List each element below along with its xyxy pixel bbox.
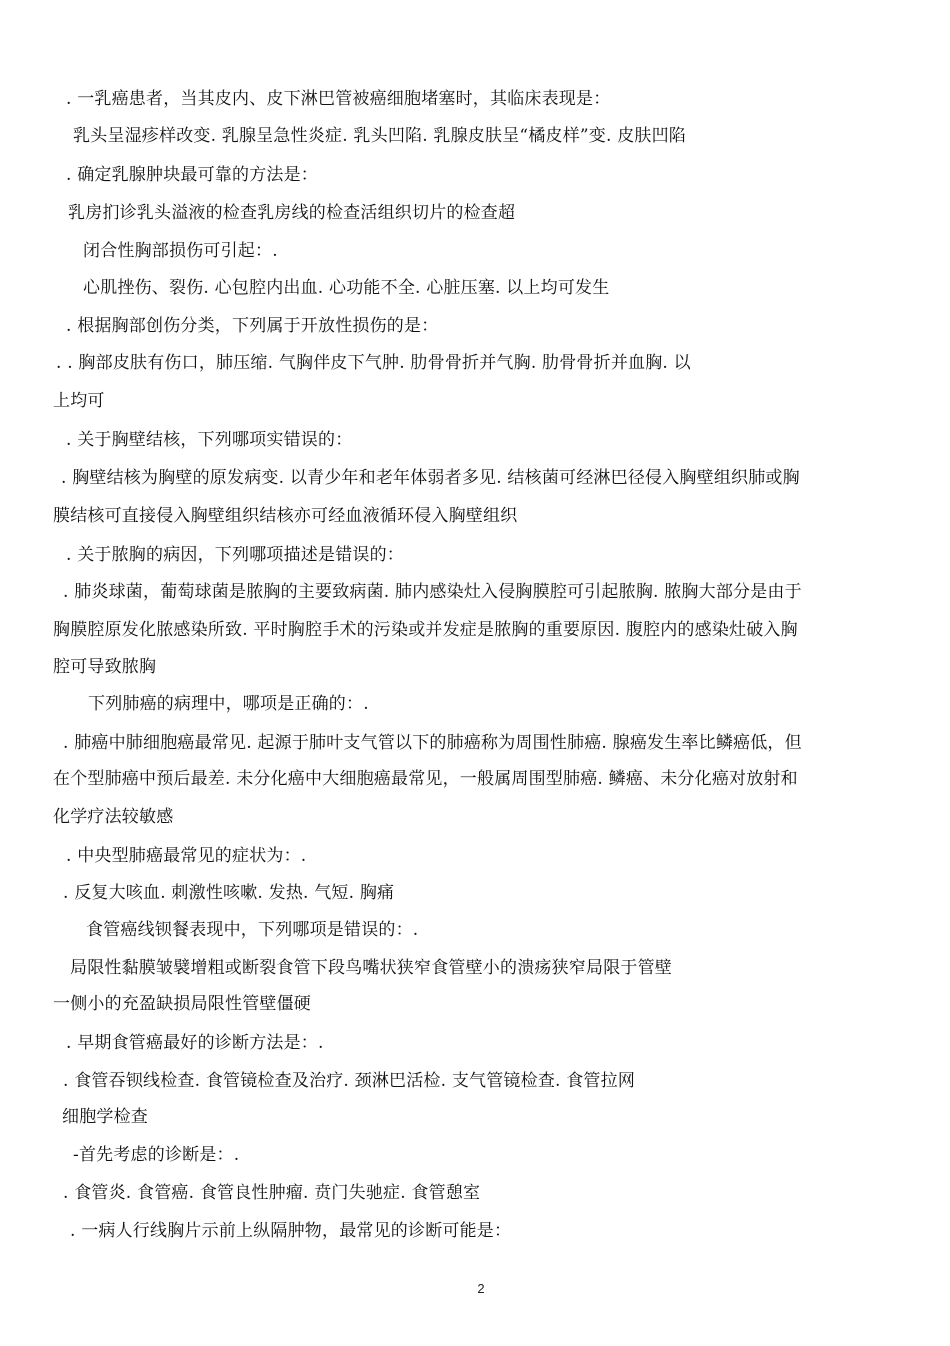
text-line: 一侧小的充盈缺损局限性管壁僵硬 bbox=[53, 994, 311, 1014]
text-line: 下列肺癌的病理中，哪项是正确的：. bbox=[88, 694, 369, 714]
text-line: 胸膜腔原发化脓感染所致. 平时胸腔手术的污染或并发症是脓胸的重要原因. 腹腔内的感染灶破入胸 bbox=[53, 620, 798, 640]
text-line: . 关于胸壁结核，下列哪项实错误的： bbox=[66, 430, 353, 450]
text-line: 在个型肺癌中预后最差. 未分化癌中大细胞癌最常见，一般属周围型肺癌. 鳞癌、未分化癌对放射和 bbox=[53, 769, 798, 789]
text-line: 乳房扪诊乳头溢液的检查乳房线的检查活组织切片的检查超 bbox=[68, 203, 516, 223]
text-line: 化学疗法较敏感 bbox=[53, 807, 174, 827]
text-line: 局限性黏膜皱襞增粗或断裂食管下段鸟嘴状狭窄食管壁小的溃疡狭窄局限于管壁 bbox=[70, 958, 672, 978]
text-line: . 食管炎. 食管癌. 食管良性肿瘤. 贲门失驰症. 食管憩室 bbox=[63, 1183, 481, 1203]
text-line: . 反复大咳血. 刺激性咳嗽. 发热. 气短. 胸痛 bbox=[63, 883, 395, 903]
page-number: 2 bbox=[477, 1281, 485, 1296]
text-line: 食管癌线钡餐表现中，下列哪项是错误的：. bbox=[86, 920, 419, 940]
text-line: . 关于脓胸的病因，下列哪项描述是错误的： bbox=[66, 545, 405, 565]
text-line: . 根据胸部创伤分类，下列属于开放性损伤的是： bbox=[66, 316, 439, 336]
text-line: . 食管吞钡线检查. 食管镜检查及治疗. 颈淋巴活检. 支气管镜检查. 食管拉网 bbox=[63, 1071, 636, 1091]
text-line: . 肺炎球菌，葡萄球菌是脓胸的主要致病菌. 肺内感染灶入侵胸膜腔可引起脓胸. 脓胸大部分是由于 bbox=[63, 582, 802, 602]
text-line: . 肺癌中肺细胞癌最常见. 起源于肺叶支气管以下的肺癌称为周围性肺癌. 腺癌发生率比鳞癌低，但 bbox=[63, 733, 802, 753]
text-line: -首先考虑的诊断是：. bbox=[73, 1145, 240, 1165]
text-line: 心肌挫伤、裂伤. 心包腔内出血. 心功能不全. 心脏压塞. 以上均可发生 bbox=[83, 278, 610, 298]
text-line: . 早期食管癌最好的诊断方法是：. bbox=[66, 1033, 324, 1053]
text-line: 闭合性胸部损伤可引起：. bbox=[83, 241, 278, 261]
text-line: . . 胸部皮肤有伤口，肺压缩. 气胸伴皮下气肿. 肋骨骨折并气胸. 肋骨骨折并血胸. 以 bbox=[56, 353, 691, 373]
text-line: . 胸壁结核为胸壁的原发病变. 以青少年和老年体弱者多见. 结核菌可经淋巴径侵入胸壁组织肺或胸 bbox=[61, 468, 800, 488]
text-line: 上均可 bbox=[53, 391, 105, 411]
text-line: . 确定乳腺肿块最可靠的方法是： bbox=[66, 165, 319, 185]
text-line: 乳头呈湿疹样改变. 乳腺呈急性炎症. 乳头凹陷. 乳腺皮肤呈“橘皮样”变. 皮肤凹陷 bbox=[73, 126, 687, 146]
text-line: . 一病人行线胸片示前上纵隔肿物，最常见的诊断可能是： bbox=[70, 1221, 512, 1241]
text-line: 细胞学检查 bbox=[62, 1107, 148, 1127]
text-line: 腔可导致脓胸 bbox=[53, 657, 157, 677]
text-line: . 一乳癌患者，当其皮内、皮下淋巴管被癌细胞堵塞时，其临床表现是： bbox=[66, 89, 611, 109]
text-line: . 中央型肺癌最常见的症状为：. bbox=[66, 846, 307, 866]
text-line: 膜结核可直接侵入胸壁组织结核亦可经血液循环侵入胸壁组织 bbox=[53, 506, 518, 526]
